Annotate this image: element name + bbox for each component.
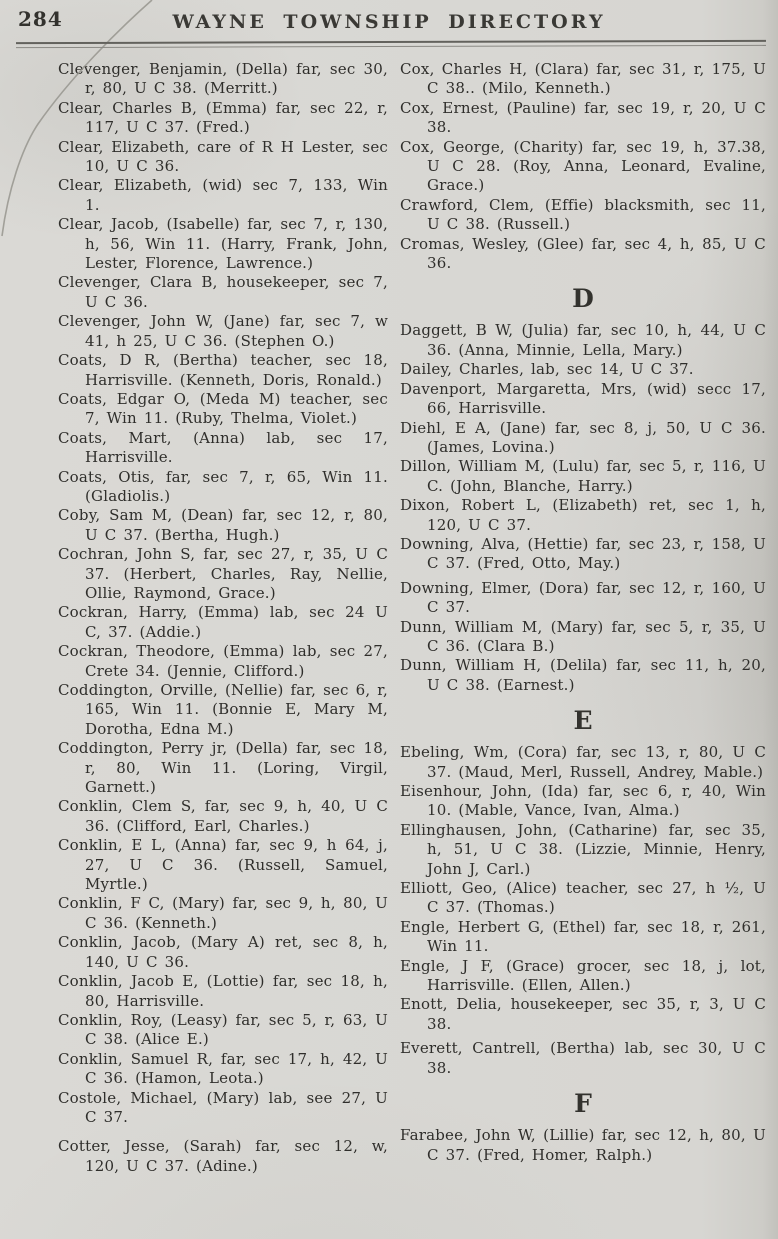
directory-entry: Dillon, William M, (Lulu) far, sec 5, r, 116, U C. (John, Blanche, Harry.) <box>400 457 766 495</box>
page-number: 284 <box>18 7 63 31</box>
directory-entry: Cox, Ernest, (Pauline) far, sec 19, r, 20, U C 38. <box>400 98 766 137</box>
directory-entry: Cromas, Wesley, (Glee) far, sec 4, h, 85, U C 36. <box>400 234 766 273</box>
directory-entry: Conklin, F C, (Mary) far, sec 9, h, 80, U C 36. (Kenneth.) <box>58 894 388 932</box>
directory-entry: Coats, Edgar O, (Meda M) teacher, sec 7, Win 11. (Ruby, Thelma, Violet.) <box>58 389 388 428</box>
directory-entry: Cox, George, (Charity) far, sec 19, h, 37.38, U C 28. (Roy, Anna, Leonard, Evaline, Grace.) <box>400 137 766 195</box>
directory-entry: Elliott, Geo, (Alice) teacher, sec 27, h ½, U C 37. (Thomas.) <box>400 879 766 917</box>
directory-entry: Dunn, William M, (Mary) far, sec 5, r, 35, U C 36. (Clara B.) <box>400 617 766 655</box>
directory-entry: Conklin, E L, (Anna) far, sec 9, h 64, j, 27, U C 36. (Russell, Samuel, Myrtle.) <box>58 836 388 894</box>
directory-entry: Clevenger, Clara B, housekeeper, sec 7, U C 36. <box>58 273 388 311</box>
directory-entry: Conklin, Jacob E, (Lottie) far, sec 18, h, 80, Harrisville. <box>58 972 388 1010</box>
directory-entry: Downing, Alva, (Hettie) far, sec 23, r, 158, U C 37. (Fred, Otto, May.) <box>400 534 766 573</box>
directory-entry: Cotter, Jesse, (Sarah) far, sec 12, w, 120, U C 37. (Adine.) <box>58 1137 388 1175</box>
directory-entry: Engle, J F, (Grace) grocer, sec 18, j, lot, Harrisville. (Ellen, Allen.) <box>400 956 766 995</box>
section-header-d: D <box>572 284 594 314</box>
directory-entry: Clevenger, John W, (Jane) far, sec 7, w 41, h 25, U C 36. (Stephen O.) <box>58 312 388 350</box>
right-column <box>400 60 766 1176</box>
directory-entry: Davenport, Margaretta, Mrs, (wid) secc 17, 66, Harrisville. <box>400 379 766 418</box>
left-column <box>58 60 388 1176</box>
section-header-e: E <box>573 706 593 736</box>
directory-entry: Ellinghausen, John, (Catharine) far, sec 35, h, 51, U C 38. (Lizzie, Minnie, Henry, John J, Carl.) <box>400 820 766 878</box>
directory-entry: Eisenhour, John, (Ida) far, sec 6, r, 40, Win 10. (Mable, Vance, Ivan, Alma.) <box>400 782 766 820</box>
directory-entry: Downing, Elmer, (Dora) far, sec 12, r, 160, U C 37. <box>400 578 766 617</box>
directory-entry: Coats, Otis, far, sec 7, r, 65, Win 11. (Gladiolis.) <box>58 467 388 505</box>
directory-entry: Cockran, Harry, (Emma) lab, sec 24 U C, 37. (Addie.) <box>58 603 388 641</box>
directory-entry: Diehl, E A, (Jane) far, sec 8, j, 50, U C 36. (James, Lovina.) <box>400 418 766 456</box>
directory-entry: Coats, Mart, (Anna) lab, sec 17, Harrisville. <box>58 428 388 467</box>
directory-entry: Cochran, John S, far, sec 27, r, 35, U C 37. (Herbert, Charles, Ray, Nellie, Ollie, Raymond, Grace.) <box>58 545 388 602</box>
page-title: WAYNE TOWNSHIP DIRECTORY <box>172 11 606 33</box>
directory-entry: Clear, Elizabeth, care of R H Lester, sec 10, U C 36. <box>58 137 388 176</box>
directory-entry: Cox, Charles H, (Clara) far, sec 31, r, 175, U C 38.. (Milo, Kenneth.) <box>400 60 766 98</box>
directory-entry: Conklin, Jacob, (Mary A) ret, sec 8, h, 140, U C 36. <box>58 933 388 971</box>
section-header-f: F <box>574 1089 592 1119</box>
directory-entry: Clear, Charles B, (Emma) far, sec 22, r, 117, U C 37. (Fred.) <box>58 98 388 137</box>
directory-entry: Engle, Herbert G, (Ethel) far, sec 18, r, 261, Win 11. <box>400 917 766 956</box>
directory-entry: Everett, Cantrell, (Bertha) lab, sec 30, U C 38. <box>400 1039 766 1077</box>
directory-entry: Clear, Elizabeth, (wid) sec 7, 133, Win 1. <box>58 176 388 214</box>
directory-entry: Coddington, Orville, (Nellie) far, sec 6, r, 165, Win 11. (Bonnie E, Mary M, Dorotha, Edna M.) <box>58 681 388 738</box>
directory-entry: Coats, D R, (Bertha) teacher, sec 18, Harrisville. (Kenneth, Doris, Ronald.) <box>58 351 388 389</box>
directory-entry: Dixon, Robert L, (Elizabeth) ret, sec 1, h, 120, U C 37. <box>400 496 766 534</box>
directory-entry: Conklin, Roy, (Leasy) far, sec 5, r, 63, U C 38. (Alice E.) <box>58 1010 388 1049</box>
directory-entry: Dailey, Charles, lab, sec 14, U C 37. <box>400 360 694 379</box>
directory-entry: Costole, Michael, (Mary) lab, see 27, U C 37. <box>58 1088 388 1126</box>
directory-entry: Farabee, John W, (Lillie) far, sec 12, h, 80, U C 37. (Fred, Homer, Ralph.) <box>400 1126 766 1164</box>
directory-entry: Crawford, Clem, (Effie) blacksmith, sec 11, U C 38. (Russell.) <box>400 195 766 234</box>
directory-entry: Clear, Jacob, (Isabelle) far, sec 7, r, 130, h, 56, Win 11. (Harry, Frank, John, Lester, Florence, Lawrence.) <box>58 215 388 273</box>
directory-entry: Conklin, Samuel R, far, sec 17, h, 42, U C 36. (Hamon, Leota.) <box>58 1049 388 1088</box>
directory-entry: Ebeling, Wm, (Cora) far, sec 13, r, 80, U C 37. (Maud, Merl, Russell, Andrey, Mable.) <box>400 743 766 781</box>
directory-columns <box>0 47 778 1176</box>
directory-entry: Dunn, William H, (Delila) far, sec 11, h, 20, U C 38. (Earnest.) <box>400 656 766 694</box>
directory-entry: Coby, Sam M, (Dean) far, sec 12, r, 80, U C 37. (Bertha, Hugh.) <box>58 506 388 544</box>
directory-entry: Conklin, Clem S, far, sec 9, h, 40, U C 36. (Clifford, Earl, Charles.) <box>58 797 388 835</box>
directory-entry: Cockran, Theodore, (Emma) lab, sec 27, Crete 34. (Jennie, Clifford.) <box>58 642 388 680</box>
directory-entry: Clevenger, Benjamin, (Della) far, sec 30, r, 80, U C 38. (Merritt.) <box>58 60 388 98</box>
directory-entry: Daggett, B W, (Julia) far, sec 10, h, 44, U C 36. (Anna, Minnie, Lella, Mary.) <box>400 321 766 359</box>
directory-entry: Enott, Delia, housekeeper, sec 35, r, 3, U C 38. <box>400 995 766 1033</box>
directory-entry: Coddington, Perry jr, (Della) far, sec 18, r, 80, Win 11. (Loring, Virgil, Garnett.) <box>58 739 388 797</box>
